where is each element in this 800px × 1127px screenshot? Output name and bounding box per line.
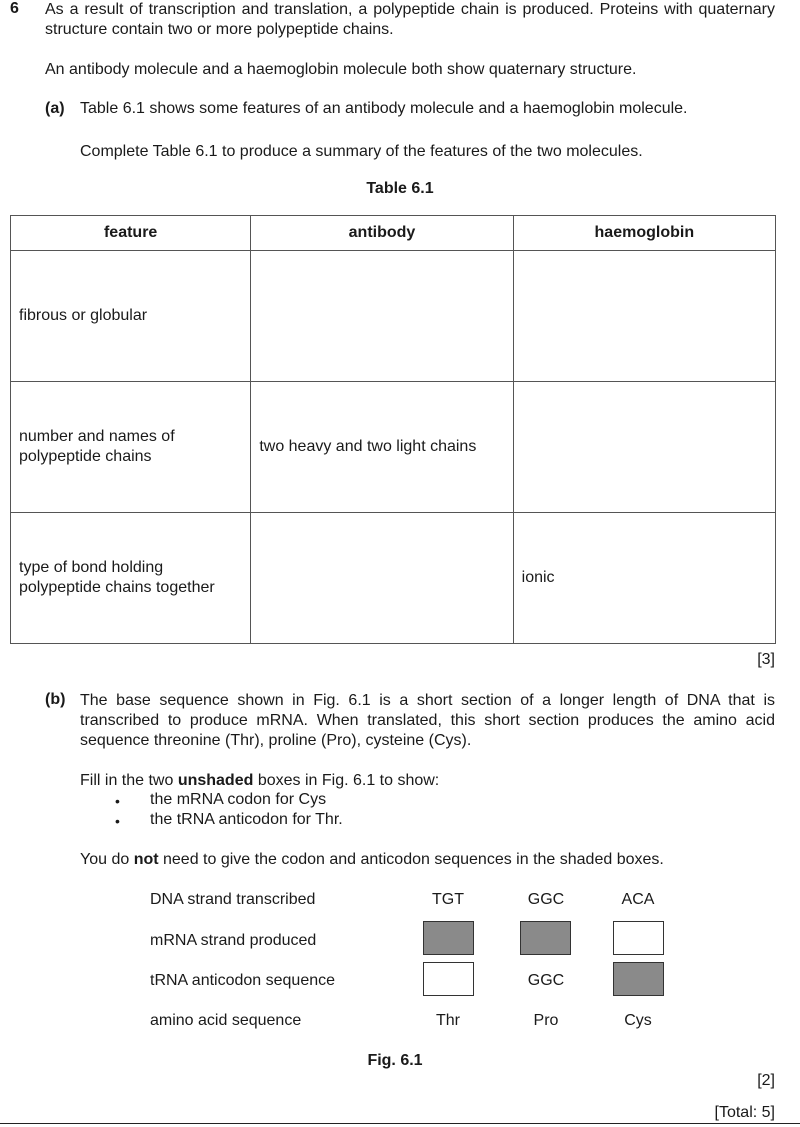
bullet-item: the mRNA codon for Cys bbox=[150, 791, 327, 808]
trna-anticodon-2: GGC bbox=[527, 972, 565, 989]
table-caption: Table 6.1 bbox=[366, 180, 434, 197]
table-header-row bbox=[11, 216, 776, 251]
note-bold: not bbox=[133, 851, 159, 868]
note-pre: You do bbox=[80, 851, 134, 868]
row-label-mrna: mRNA strand produced bbox=[150, 932, 317, 949]
table-row bbox=[11, 513, 776, 644]
fill-instruction-pre: Fill in the two bbox=[80, 772, 178, 789]
mrna-shaded-box bbox=[423, 921, 474, 955]
amino-acid-3: Cys bbox=[624, 1012, 652, 1029]
row-label-amino: amino acid sequence bbox=[150, 1012, 302, 1029]
dna-codon-2: GGC bbox=[527, 891, 565, 908]
feature-cell: type of bond holding polypeptide chains together bbox=[11, 513, 251, 644]
features-table bbox=[10, 215, 776, 644]
bullet-icon: • bbox=[115, 813, 120, 829]
bullet-icon: • bbox=[115, 793, 120, 809]
mrna-shaded-box bbox=[520, 921, 571, 955]
header-antibody: antibody bbox=[251, 216, 513, 251]
table-row bbox=[11, 382, 776, 513]
part-a-marks: [3] bbox=[757, 651, 775, 668]
header-haemoglobin: haemoglobin bbox=[513, 216, 775, 251]
haemoglobin-answer-cell[interactable] bbox=[513, 382, 775, 513]
row-label-trna: tRNA anticodon sequence bbox=[150, 972, 336, 989]
question-intro-2: An antibody molecule and a haemoglobin molecule both show quaternary structure. bbox=[45, 61, 637, 78]
fill-instruction-post: boxes in Fig. 6.1 to show: bbox=[253, 772, 440, 789]
feature-cell: number and names of polypeptide chains bbox=[11, 382, 251, 513]
question-intro: As a result of transcription and translation, a polypeptide chain is produced. Proteins with quaternary structure contain two or more polypeptide chains. bbox=[45, 1, 775, 38]
note-post: need to give the codon and anticodon sequences in the shaded boxes. bbox=[158, 851, 664, 868]
table-row bbox=[11, 251, 776, 382]
dna-codon-3: ACA bbox=[621, 891, 655, 908]
haemoglobin-cell: ionic bbox=[513, 513, 775, 644]
antibody-answer-cell[interactable] bbox=[251, 513, 513, 644]
part-b-text: The base sequence shown in Fig. 6.1 is a short section of a longer length of DNA that is transcribed to produce mRNA. When translated, this short section produces the amino acid sequence threonine (Thr), proline (Pro), cysteine (Cys). bbox=[80, 692, 775, 749]
figure-caption: Fig. 6.1 bbox=[367, 1052, 423, 1069]
bottom-divider bbox=[0, 1123, 800, 1124]
trna-shaded-box bbox=[613, 962, 664, 996]
part-b-label: (b) bbox=[45, 691, 66, 708]
part-a-instruction: Complete Table 6.1 to produce a summary of the features of the two molecules. bbox=[80, 143, 643, 160]
antibody-cell: two heavy and two light chains bbox=[251, 382, 513, 513]
question-number: 6 bbox=[10, 0, 19, 17]
fill-instruction-bold: unshaded bbox=[177, 772, 254, 789]
part-b-marks: [2] bbox=[757, 1072, 775, 1089]
row-label-dna: DNA strand transcribed bbox=[150, 891, 316, 908]
mrna-cys-answer-box[interactable] bbox=[613, 921, 664, 955]
fill-instruction bbox=[80, 772, 439, 790]
feature-cell: fibrous or globular bbox=[11, 251, 251, 382]
dna-codon-1: TGT bbox=[432, 891, 464, 908]
antibody-answer-cell[interactable] bbox=[251, 251, 513, 382]
amino-acid-2: Pro bbox=[533, 1012, 559, 1029]
bullet-item: the tRNA anticodon for Thr. bbox=[150, 811, 343, 828]
part-a-text: Table 6.1 shows some features of an antibody molecule and a haemoglobin molecule. bbox=[80, 100, 688, 117]
part-a-label: (a) bbox=[45, 100, 65, 117]
header-feature: feature bbox=[11, 216, 251, 251]
total-marks: [Total: 5] bbox=[714, 1104, 775, 1121]
haemoglobin-answer-cell[interactable] bbox=[513, 251, 775, 382]
trna-thr-answer-box[interactable] bbox=[423, 962, 474, 996]
amino-acid-1: Thr bbox=[436, 1012, 460, 1029]
shaded-note bbox=[80, 851, 664, 869]
